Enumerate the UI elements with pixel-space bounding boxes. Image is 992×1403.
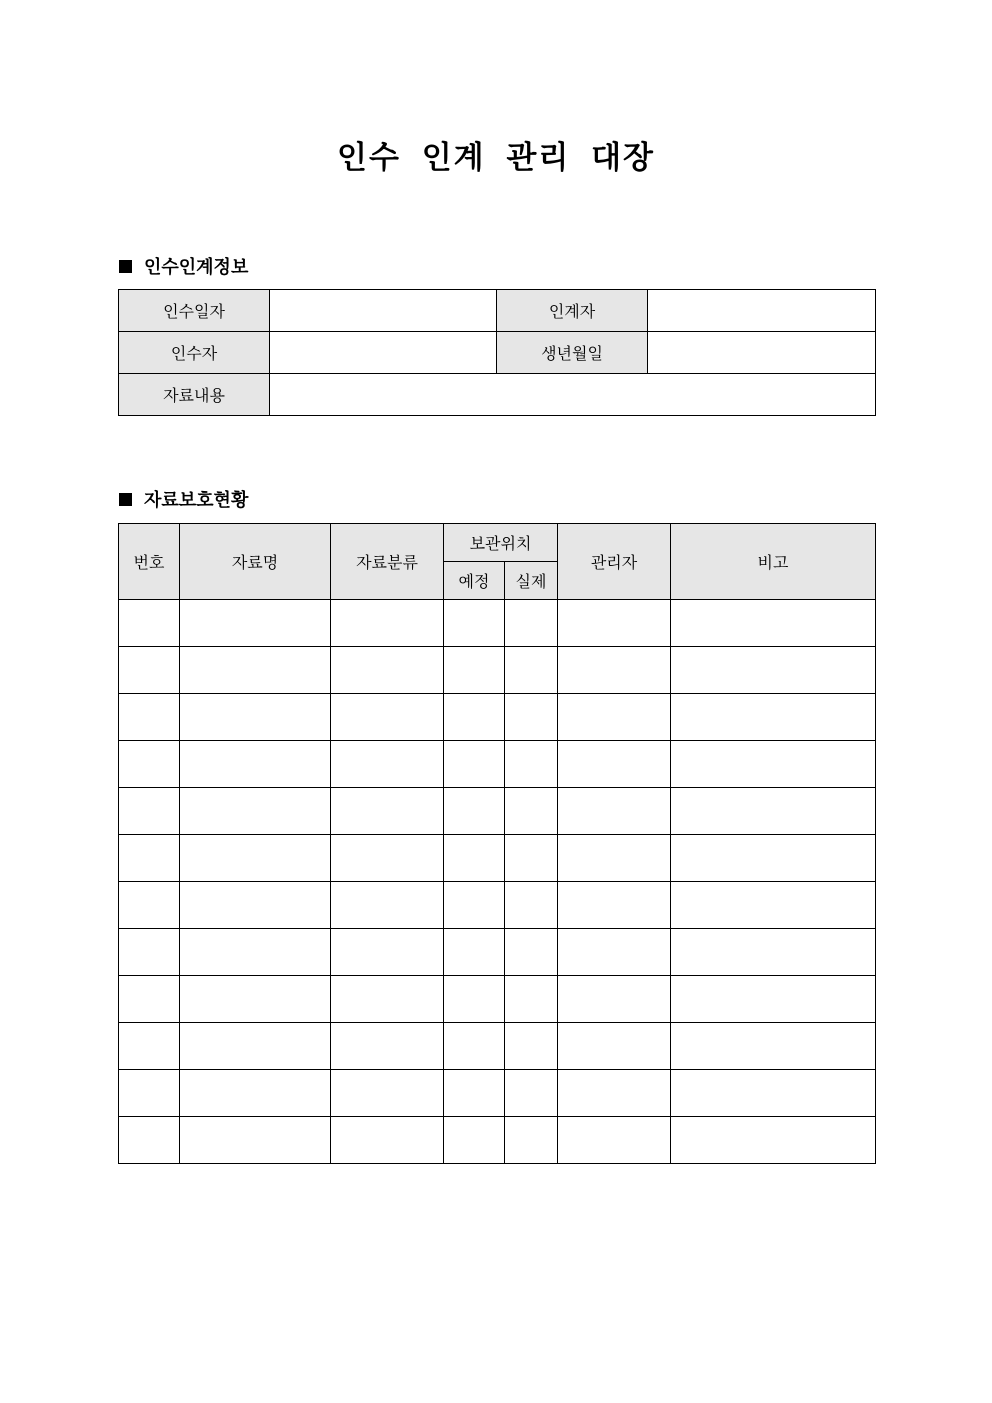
actual-cell[interactable] [505,1023,558,1070]
category-cell[interactable] [331,1023,444,1070]
table-body [119,600,876,1164]
table-row [119,976,876,1023]
actual-cell[interactable] [505,741,558,788]
actual-cell[interactable] [505,600,558,647]
section-heading-label: 인수인계정보 [144,257,249,278]
birth-date-label: 생년월일 [497,332,648,374]
actual-cell[interactable] [505,835,558,882]
planned-cell[interactable] [444,835,505,882]
planned-cell[interactable] [444,647,505,694]
planned-cell[interactable] [444,694,505,741]
actual-cell[interactable] [505,694,558,741]
actual-cell[interactable] [505,788,558,835]
category-cell[interactable] [331,882,444,929]
table-header-row [119,524,876,562]
planned-cell[interactable] [444,882,505,929]
number-cell[interactable] [119,929,180,976]
note-cell[interactable] [671,929,876,976]
actual-cell[interactable] [505,882,558,929]
number-cell[interactable] [119,1023,180,1070]
manager-cell[interactable] [558,1023,671,1070]
content-label: 자료내용 [119,374,270,416]
number-cell[interactable] [119,788,180,835]
table-row [119,332,876,374]
table-row [119,374,876,416]
square-bullet-icon [119,260,132,273]
note-cell[interactable] [671,835,876,882]
manager-cell[interactable] [558,929,671,976]
header-name: 자료명 [180,524,331,600]
note-cell[interactable] [671,1070,876,1117]
planned-cell[interactable] [444,1117,505,1164]
manager-cell[interactable] [558,1070,671,1117]
name-cell[interactable] [180,882,331,929]
table-row [119,647,876,694]
category-cell[interactable] [331,600,444,647]
actual-cell[interactable] [505,647,558,694]
actual-cell[interactable] [505,929,558,976]
table-row [119,694,876,741]
table-row [119,1070,876,1117]
name-cell[interactable] [180,976,331,1023]
section-heading-protection-status [119,486,248,512]
planned-cell[interactable] [444,929,505,976]
number-cell[interactable] [119,835,180,882]
receive-date-field[interactable] [270,290,497,332]
table-row [119,1117,876,1164]
table-row [119,600,876,647]
table-row [119,788,876,835]
note-cell[interactable] [671,600,876,647]
number-cell[interactable] [119,694,180,741]
note-cell[interactable] [671,976,876,1023]
table-row [119,929,876,976]
manager-cell[interactable] [558,835,671,882]
manager-cell[interactable] [558,694,671,741]
handover-person-field[interactable] [648,290,876,332]
manager-cell[interactable] [558,741,671,788]
table-row [119,290,876,332]
header-category: 자료분류 [331,524,444,600]
category-cell[interactable] [331,1070,444,1117]
manager-cell[interactable] [558,1117,671,1164]
header-planned: 예정 [444,562,505,600]
number-cell[interactable] [119,647,180,694]
birth-date-field[interactable] [648,332,876,374]
receive-date-label: 인수일자 [119,290,270,332]
note-cell[interactable] [671,1023,876,1070]
receiver-label: 인수자 [119,332,270,374]
note-cell[interactable] [671,694,876,741]
section-heading-label: 자료보호현황 [144,490,249,511]
handover-person-label: 인계자 [497,290,648,332]
category-cell[interactable] [331,741,444,788]
planned-cell[interactable] [444,788,505,835]
table-row [119,741,876,788]
name-cell[interactable] [180,835,331,882]
category-cell[interactable] [331,976,444,1023]
page-title: 인수 인계 관리 대장 [337,140,655,176]
number-cell[interactable] [119,882,180,929]
name-cell[interactable] [180,600,331,647]
manager-cell[interactable] [558,882,671,929]
actual-cell[interactable] [505,1117,558,1164]
content-field[interactable] [270,374,876,416]
note-cell[interactable] [671,1117,876,1164]
section-heading-handover-info [119,253,248,279]
square-bullet-icon [119,493,132,506]
actual-cell[interactable] [505,1070,558,1117]
name-cell[interactable] [180,1023,331,1070]
note-cell[interactable] [671,882,876,929]
header-manager: 관리자 [558,524,671,600]
number-cell[interactable] [119,1070,180,1117]
table-row [119,1023,876,1070]
planned-cell[interactable] [444,976,505,1023]
protection-status-table [118,523,876,1164]
manager-cell[interactable] [558,788,671,835]
number-cell[interactable] [119,600,180,647]
category-cell[interactable] [331,647,444,694]
name-cell[interactable] [180,694,331,741]
actual-cell[interactable] [505,976,558,1023]
manager-cell[interactable] [558,976,671,1023]
handover-info-table [118,289,876,416]
planned-cell[interactable] [444,600,505,647]
name-cell[interactable] [180,929,331,976]
header-note: 비고 [671,524,876,600]
number-cell[interactable] [119,976,180,1023]
name-cell[interactable] [180,1070,331,1117]
header-actual: 실제 [505,562,558,600]
planned-cell[interactable] [444,1023,505,1070]
category-cell[interactable] [331,694,444,741]
planned-cell[interactable] [444,741,505,788]
manager-cell[interactable] [558,647,671,694]
planned-cell[interactable] [444,1070,505,1117]
category-cell[interactable] [331,788,444,835]
name-cell[interactable] [180,1117,331,1164]
category-cell[interactable] [331,835,444,882]
category-cell[interactable] [331,929,444,976]
note-cell[interactable] [671,741,876,788]
note-cell[interactable] [671,647,876,694]
number-cell[interactable] [119,1117,180,1164]
name-cell[interactable] [180,647,331,694]
name-cell[interactable] [180,788,331,835]
receiver-field[interactable] [270,332,497,374]
name-cell[interactable] [180,741,331,788]
table-row [119,882,876,929]
number-cell[interactable] [119,741,180,788]
category-cell[interactable] [331,1117,444,1164]
header-number: 번호 [119,524,180,600]
note-cell[interactable] [671,788,876,835]
table-row [119,835,876,882]
header-location: 보관위치 [444,524,558,562]
manager-cell[interactable] [558,600,671,647]
